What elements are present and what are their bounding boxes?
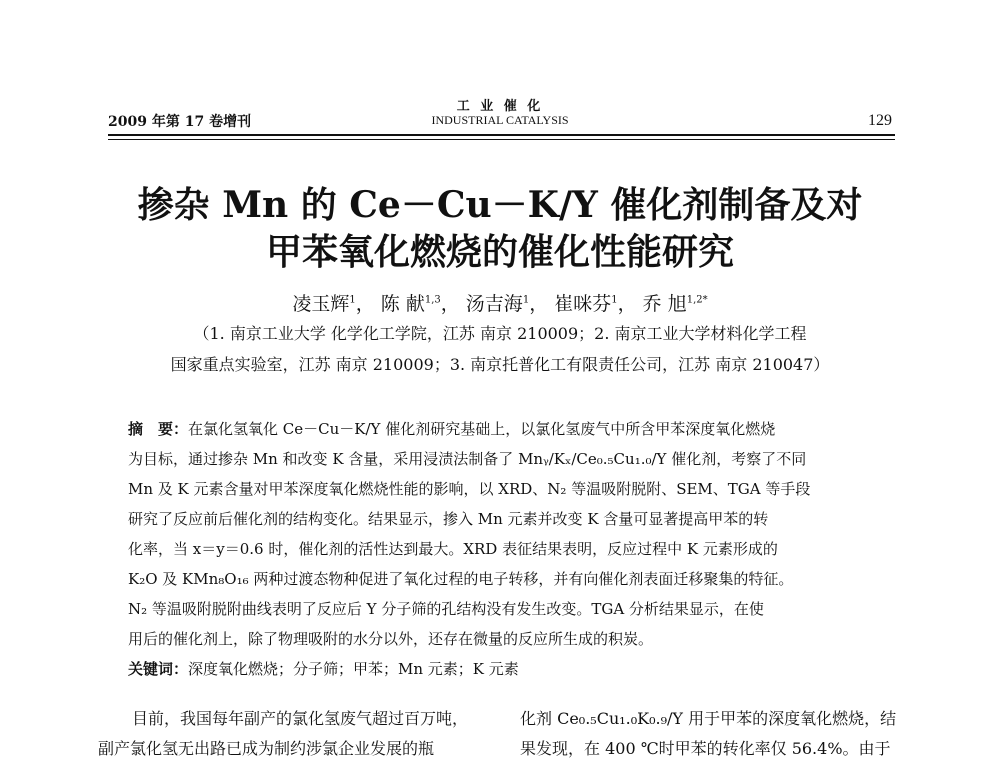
keywords-text: 深度氧化燃烧；分子筛；甲苯；Mn 元素；K 元素 (188, 660, 519, 678)
abstract-line: 用后的催化剂上，除了物理吸附的水分以外，还存在微量的反应所生成的积炭。 (128, 630, 654, 648)
journal-name-cn: 工 业 催 化 (456, 99, 544, 114)
header-rule-thick (108, 134, 895, 136)
paper-title-line1: 掺杂 Mn 的 Ce－Cu－K/Y 催化剂制备及对 (137, 184, 863, 226)
affiliation-line: 国家重点实验室，江苏 南京 210009；3. 南京托普化工有限责任公司，江苏 南京 210047） (170, 355, 830, 374)
body-line: 化剂 Ce₀.₅Cu₁.₀K₀.₉/Y 用于甲苯的深度氧化燃烧，结 (520, 709, 897, 728)
abstract-line (128, 414, 880, 444)
abstract-line: 化率，当 x＝y＝0.6 时，催化剂的活性达到最大。XRD 表征结果表明，反应过程中 K 元素形成的 (128, 540, 778, 558)
author-name: 陈 献 (380, 293, 425, 315)
affiliation-line: （1. 南京工业大学 化学化工学院，江苏 南京 210009；2. 南京工业大学材料化学工程 (193, 324, 807, 343)
journal-issue: 2009 年第 17 卷增刊 (108, 114, 252, 130)
author-affiliation-mark: 1 (349, 294, 356, 306)
abstract (128, 414, 880, 684)
body-line: 果发现，在 400 ℃时甲苯的转化率仅 56.4%。由于 (520, 739, 891, 758)
author-name: 汤吉海 (465, 293, 523, 315)
author-name: 凌玉辉 (292, 293, 350, 315)
author-name: 崔咪芬 (554, 293, 612, 315)
body-line: 目前，我国每年副产的氯化氢废气超过百万吨， (132, 709, 469, 728)
journal-name-en: INDUSTRIAL CATALYSIS (431, 113, 569, 127)
abstract-line: 为目标，通过掺杂 Mn 和改变 K 含量，采用浸渍法制备了 Mnᵧ/Kₓ/Ce₀.₅Cu₁.₀/Y 催化剂，考察了不同 (128, 450, 807, 468)
abstract-line: 研究了反应前后催化剂的结构变化。结果显示，掺入 Mn 元素并改变 K 含量可显著提高甲苯的转 (128, 510, 769, 528)
abstract-text: 在氯化氢氧化 Ce－Cu－K/Y 催化剂研究基础上，以氯化氢废气中所含甲苯深度氧化燃烧 (188, 420, 776, 438)
abstract-line: K₂O 及 KMn₈O₁₆ 两种过渡态物种促进了氧化过程的电子转移，并有向催化剂表面迁移聚集的特征。 (128, 570, 794, 588)
author-affiliation-mark: 1,3 (424, 294, 441, 306)
author-affiliation-mark: 1,2* (686, 294, 708, 306)
header-rule-thin (108, 139, 895, 140)
abstract-line: N₂ 等温吸附脱附曲线表明了反应后 Y 分子筛的孔结构没有发生改变。TGA 分析结果显示，在使 (128, 600, 764, 618)
keywords-label: 关键词： (128, 660, 189, 678)
abstract-label: 摘 要： (128, 420, 189, 438)
body-column-left (98, 704, 498, 764)
author-list: 凌玉辉$^1$， 陈 献$^{1,3}$， 汤吉海$^1$， 崔咪芬$^1$， 乔 旭$^{1,2*}$ (292, 293, 708, 315)
page-number: 129 (868, 112, 892, 129)
body-line: 副产氯化氢无出路已成为制约涉氯企业发展的瓶 (98, 739, 435, 758)
author-affiliation-mark: 1 (522, 294, 530, 306)
author-affiliation-mark: 1 (611, 294, 618, 306)
body-column-right (520, 704, 920, 764)
abstract-line: Mn 及 K 元素含量对甲苯深度氧化燃烧性能的影响，以 XRD、N₂ 等温吸附脱附、SEM、TGA 等手段 (128, 480, 811, 498)
author-name: 乔 旭 (642, 293, 687, 315)
paper-title-line2: 甲苯氧化燃烧的催化性能研究 (265, 231, 734, 273)
keywords-line (128, 654, 880, 684)
